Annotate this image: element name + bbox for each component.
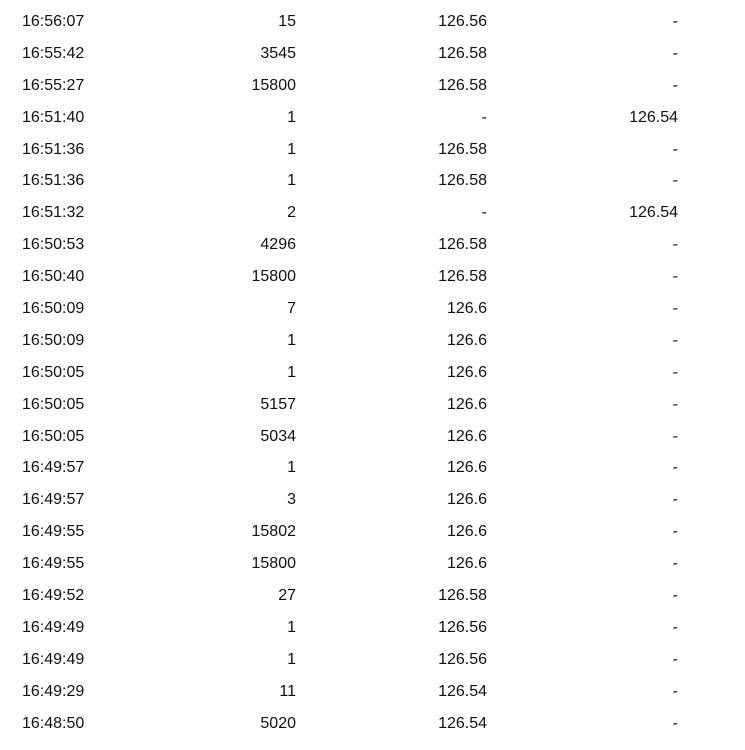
trade-time: 16:49:55 xyxy=(22,555,85,573)
trade-sell-price: - xyxy=(672,650,678,668)
trade-sell-price: - xyxy=(672,555,678,573)
trade-buy-price: 126.54 xyxy=(438,714,487,732)
trade-volume: 11 xyxy=(279,682,296,700)
trade-volume: 1 xyxy=(287,363,296,381)
trade-sell-price: - xyxy=(672,236,678,254)
trade-sell-price: - xyxy=(672,618,678,636)
trade-volume: 15802 xyxy=(251,523,296,541)
trade-time: 16:49:49 xyxy=(22,618,85,636)
trade-buy-price: 126.58 xyxy=(438,140,487,158)
table-row xyxy=(0,612,745,644)
trade-time: 16:50:40 xyxy=(22,268,85,286)
table-row xyxy=(0,708,745,740)
trade-volume: 3545 xyxy=(260,44,296,62)
trade-time: 16:51:32 xyxy=(22,204,85,222)
trade-volume: 7 xyxy=(287,300,296,318)
trade-buy-price: 126.56 xyxy=(438,618,487,636)
trade-buy-price: 126.6 xyxy=(446,459,487,477)
trade-buy-price: 126.6 xyxy=(446,555,487,573)
trade-volume: 1 xyxy=(287,172,296,190)
trade-sell-price: - xyxy=(672,459,678,477)
table-row xyxy=(0,229,745,261)
trade-buy-price: 126.6 xyxy=(446,491,487,509)
table-row xyxy=(0,357,745,389)
trade-sell-price: - xyxy=(672,331,678,349)
trade-time: 16:56:07 xyxy=(22,13,85,30)
trade-sell-price: - xyxy=(672,395,678,413)
table-row xyxy=(0,580,745,612)
table-row xyxy=(0,644,745,676)
trade-buy-price: 126.56 xyxy=(438,650,487,668)
trade-volume: 1 xyxy=(287,459,296,477)
trade-volume: 15 xyxy=(278,13,296,30)
trade-time: 16:55:42 xyxy=(22,44,85,62)
trade-time: 16:51:36 xyxy=(22,172,85,190)
trade-volume: 4296 xyxy=(260,236,296,254)
table-row xyxy=(0,548,745,580)
trade-sell-price: - xyxy=(672,363,678,381)
trade-time: 16:50:09 xyxy=(22,300,85,318)
trade-sell-price: - xyxy=(672,44,678,62)
trade-buy-price: 126.6 xyxy=(446,395,487,413)
table-row xyxy=(0,6,745,38)
trade-volume: 15800 xyxy=(251,268,296,286)
trade-time: 16:49:55 xyxy=(22,523,85,541)
table-row xyxy=(0,70,745,102)
trade-volume: 15800 xyxy=(251,76,296,94)
trade-volume: 2 xyxy=(287,204,296,222)
trade-sell-price: 126.54 xyxy=(629,204,678,222)
table-row xyxy=(0,516,745,548)
trade-sell-price: - xyxy=(672,76,678,94)
trade-time: 16:55:27 xyxy=(22,76,85,94)
trade-sell-price: - xyxy=(672,268,678,286)
table-row xyxy=(0,452,745,484)
trade-time: 16:49:57 xyxy=(22,491,85,509)
trade-sell-price: - xyxy=(672,140,678,158)
trade-sell-price: - xyxy=(672,682,678,700)
trade-sell-price: - xyxy=(672,587,678,605)
trade-volume: 5020 xyxy=(260,714,296,732)
trade-sell-price: - xyxy=(672,523,678,541)
table-row xyxy=(0,38,745,70)
table-row xyxy=(0,389,745,421)
trade-volume: 3 xyxy=(287,491,296,509)
trade-time: 16:51:40 xyxy=(22,108,85,126)
trade-time: 16:48:50 xyxy=(22,714,85,732)
table-row xyxy=(0,325,745,357)
table-row xyxy=(0,421,745,453)
trade-time: 16:50:05 xyxy=(22,427,85,445)
trade-buy-price: 126.6 xyxy=(446,331,487,349)
trade-buy-price: 126.58 xyxy=(438,236,487,254)
table-row xyxy=(0,102,745,134)
trade-buy-price: 126.6 xyxy=(446,300,487,318)
trade-time: 16:50:05 xyxy=(22,363,85,381)
trade-sell-price: - xyxy=(672,300,678,318)
trade-buy-price: 126.6 xyxy=(446,363,487,381)
trade-time: 16:50:53 xyxy=(22,236,85,254)
trade-sell-price: - xyxy=(672,427,678,445)
trade-sell-price: - xyxy=(672,172,678,190)
trade-time: 16:50:05 xyxy=(22,395,85,413)
trade-time: 16:49:57 xyxy=(22,459,85,477)
trade-buy-price: 126.58 xyxy=(438,172,487,190)
table-row xyxy=(0,676,745,708)
trade-sell-price: 126.54 xyxy=(629,108,678,126)
trade-volume: 1 xyxy=(287,618,296,636)
trade-time: 16:49:29 xyxy=(22,682,85,700)
trade-volume: 15800 xyxy=(251,555,296,573)
trade-volume: 27 xyxy=(278,587,296,605)
trade-volume: 1 xyxy=(287,331,296,349)
trade-time: 16:49:52 xyxy=(22,587,85,605)
trade-buy-price: 126.58 xyxy=(438,587,487,605)
table-row xyxy=(0,261,745,293)
trade-time: 16:50:09 xyxy=(22,331,85,349)
trades-table xyxy=(0,6,745,739)
trade-time: 16:49:49 xyxy=(22,650,85,668)
trade-sell-price: - xyxy=(672,13,678,30)
trade-buy-price: 126.58 xyxy=(438,44,487,62)
trade-buy-price: - xyxy=(481,108,487,126)
trade-volume: 1 xyxy=(287,140,296,158)
trade-volume: 5034 xyxy=(260,427,296,445)
trade-volume: 1 xyxy=(287,650,296,668)
trade-buy-price: 126.54 xyxy=(438,682,487,700)
trade-buy-price: 126.58 xyxy=(438,268,487,286)
table-row xyxy=(0,165,745,197)
trade-volume: 5157 xyxy=(260,395,296,413)
table-row xyxy=(0,484,745,516)
trade-buy-price: 126.56 xyxy=(438,13,487,30)
trade-buy-price: - xyxy=(481,204,487,222)
trade-time: 16:51:36 xyxy=(22,140,85,158)
trade-buy-price: 126.6 xyxy=(446,427,487,445)
trade-buy-price: 126.58 xyxy=(438,76,487,94)
trade-sell-price: - xyxy=(672,491,678,509)
trade-sell-price: - xyxy=(672,714,678,732)
table-row xyxy=(0,134,745,166)
trade-volume: 1 xyxy=(287,108,296,126)
table-row xyxy=(0,197,745,229)
trade-buy-price: 126.6 xyxy=(446,523,487,541)
table-row xyxy=(0,293,745,325)
